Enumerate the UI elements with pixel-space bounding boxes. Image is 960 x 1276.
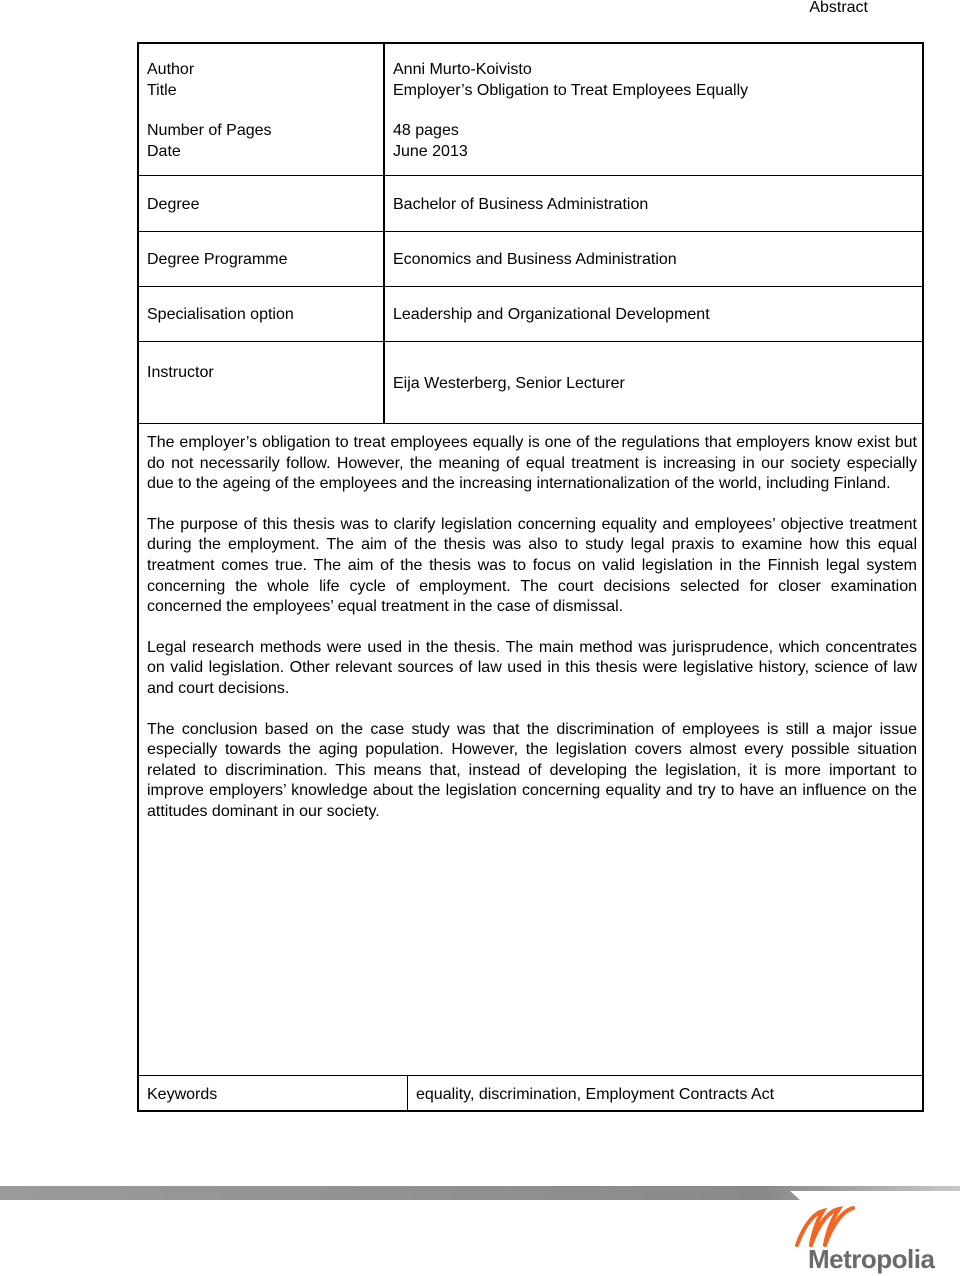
keywords-label: Keywords (147, 1086, 218, 1103)
abstract-paragraph: Legal research methods were used in the thesis. The main method was jurisprudence, which concentrates on valid legislation. Other relevant sources of law used in this thesis were legislative history, science of law and court decisions. (147, 638, 917, 697)
info-column-divider (383, 44, 385, 423)
metropolia-logo-icon (795, 1205, 865, 1247)
author-value: Anni Murto-Koivisto (393, 61, 532, 78)
abstract-paragraph: The purpose of this thesis was to clarify legislation concerning equality and employees’ objective treatment during the employment. The aim of the thesis was also to study legal praxis to examine how this equal treatment comes true. The aim of the thesis was to focus on valid legislation in the Finnish legal system concerning the whole life cycle of employment. The court decisions selected for closer examination concerned the employees’ equal treatment in the case of dismissal. (147, 515, 917, 616)
metropolia-wordmark: Metropolia (808, 1244, 935, 1274)
footer-band (0, 1186, 960, 1200)
row-divider (139, 423, 922, 424)
page-header-label: Abstract (809, 0, 868, 16)
abstract-paragraph: The employer’s obligation to treat employees equally is one of the regulations that employers know exist but do not necessarily follow. However, the meaning of equal treatment is increasing in our society especially due to the ageing of the employees and the increasing internationalization of the world, including Finland. (147, 434, 917, 493)
row-divider (139, 231, 922, 232)
row-divider (139, 341, 922, 342)
title-label: Title (147, 82, 177, 99)
date-value: June 2013 (393, 143, 468, 160)
instructor-label: Instructor (147, 364, 214, 381)
abstract-form (137, 42, 924, 1112)
instructor-value: Eija Westerberg, Senior Lecturer (393, 375, 625, 392)
degree-label: Degree (147, 196, 200, 213)
pages-value: 48 pages (393, 122, 459, 139)
programme-label: Degree Programme (147, 251, 288, 268)
row-divider (139, 1075, 922, 1076)
programme-value: Economics and Business Administration (393, 251, 677, 268)
date-label: Date (147, 143, 181, 160)
keywords-column-divider (407, 1075, 408, 1110)
specialisation-value: Leadership and Organizational Development (393, 306, 710, 323)
specialisation-label: Specialisation option (147, 306, 294, 323)
pages-label: Number of Pages (147, 122, 272, 139)
degree-value: Bachelor of Business Administration (393, 196, 649, 213)
title-value: Employer’s Obligation to Treat Employees Equally (393, 82, 749, 99)
keywords-value: equality, discrimination, Employment Contracts Act (416, 1086, 775, 1103)
row-divider (139, 175, 922, 176)
author-label: Author (147, 61, 195, 78)
row-divider (139, 286, 922, 287)
abstract-paragraph: The conclusion based on the case study was that the discrimination of employees is still a major issue especially towards the aging population. However, the legislation covers almost every possible situation related to discrimination. This means that, instead of developing the legislation, it is more important to improve employers’ knowledge about the legislation concerning equality and try to have an influence on the attitudes dominant in our society. (147, 720, 917, 820)
abstract-body (147, 433, 917, 843)
